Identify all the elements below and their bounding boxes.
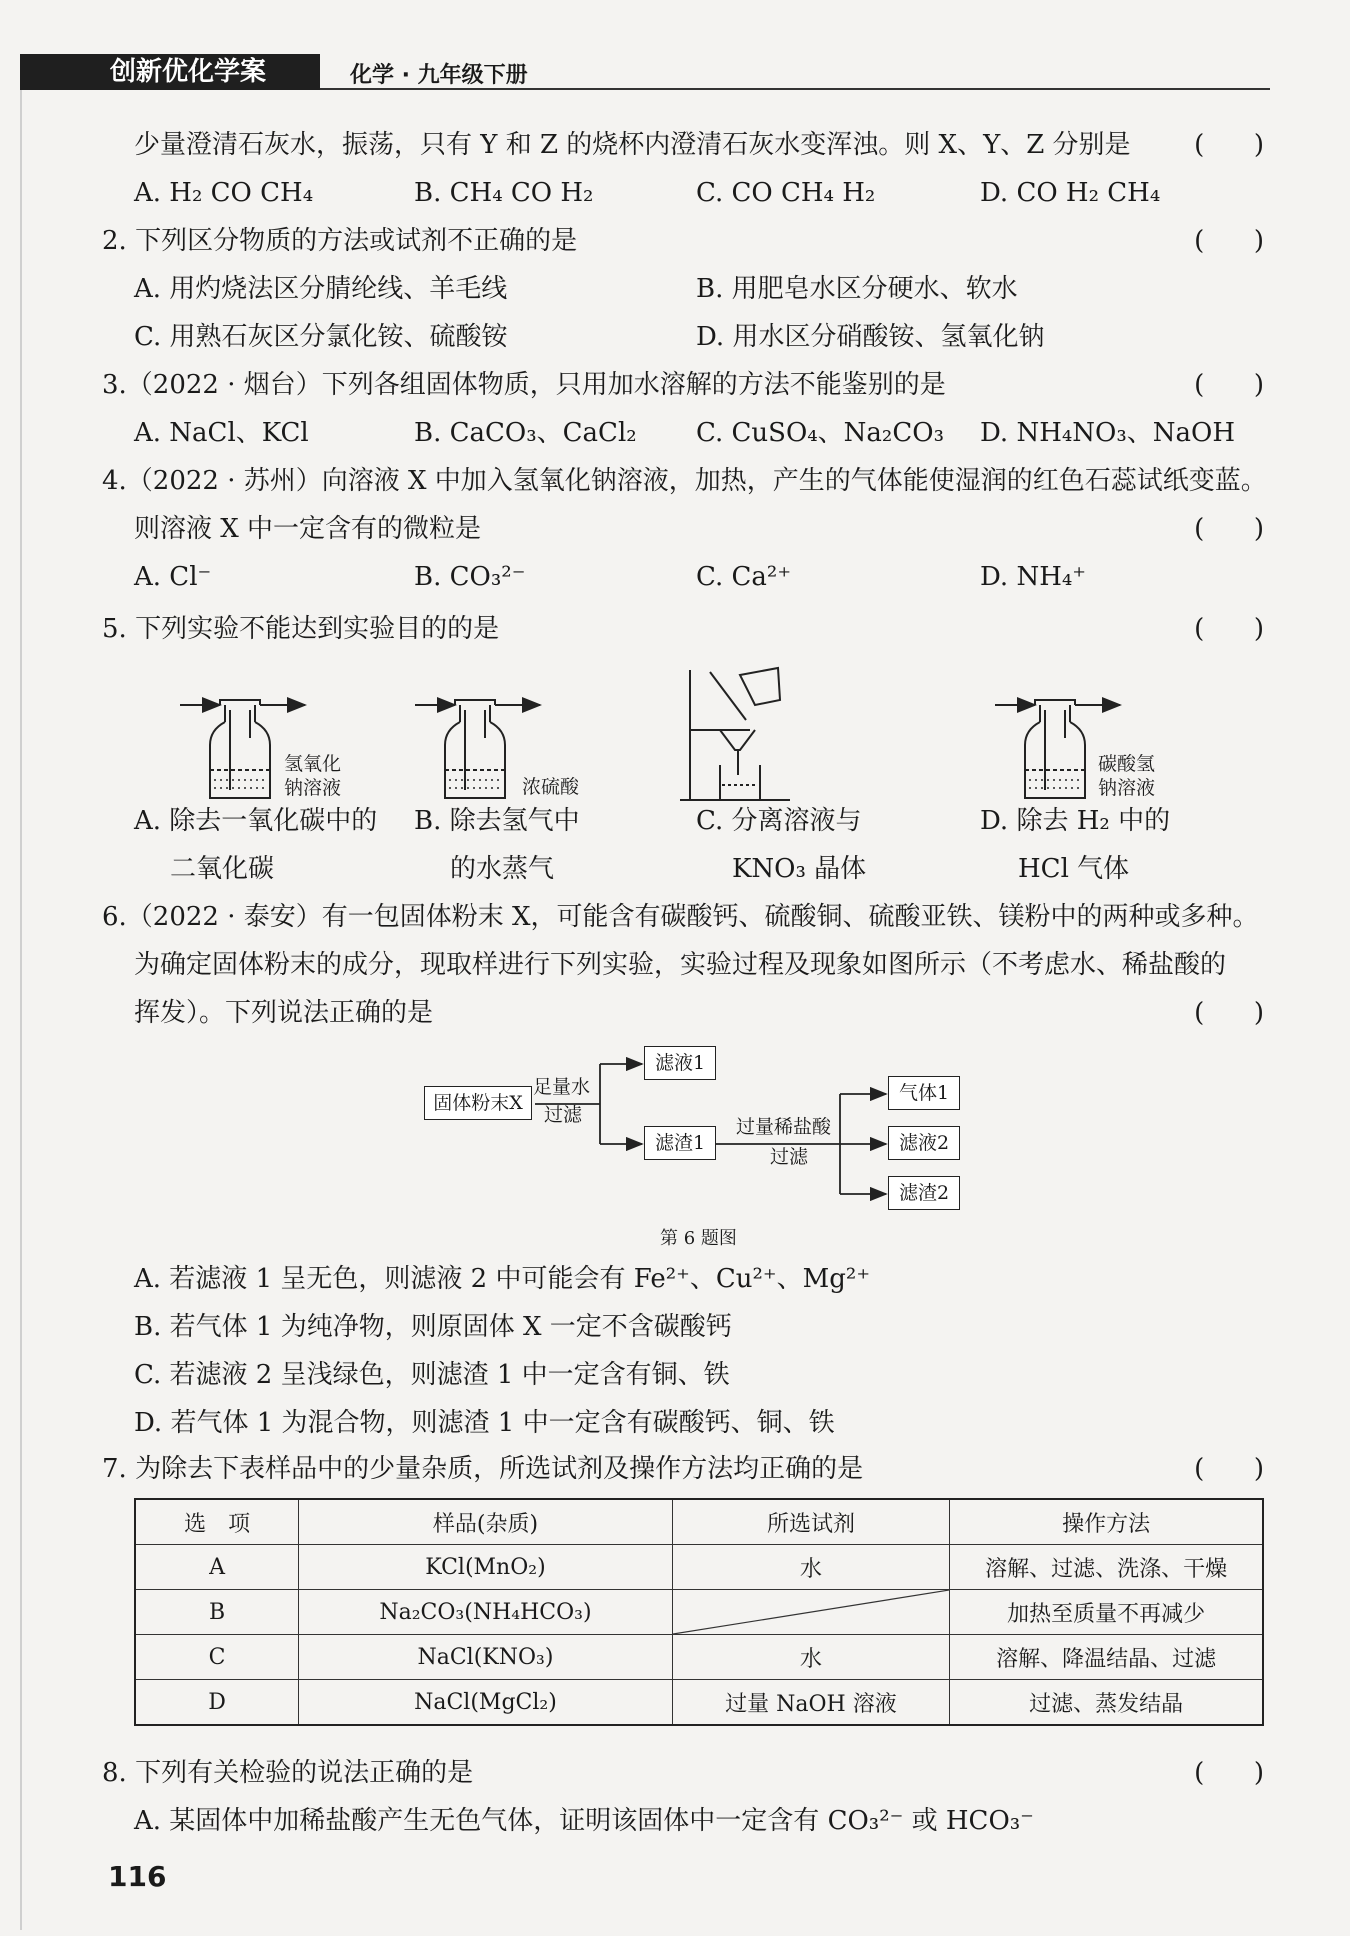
q5-option-a-2: 二氧化碳 [170,854,275,884]
q1-option-c: C. CO CH₄ H₂ [696,178,876,208]
q5-option-b-2: 的水蒸气 [450,854,555,884]
table-cell: NaCl(MgCl₂) [299,1680,673,1726]
table-row [135,1680,1263,1726]
table-cell: Na₂CO₃(NH₄HCO₃) [299,1590,673,1635]
table-cell: C [135,1635,299,1680]
q8-option-a: A. 某固体中加稀盐酸产生无色气体，证明该固体中一定含有 CO₃²⁻ 或 HCO₃⁻ [134,1806,1034,1836]
table-header-cell: 所选试剂 [672,1499,949,1545]
answer-paren: ( ) [1194,370,1264,400]
q2-stem: 2. 下列区分物质的方法或试剂不正确的是 [102,226,578,256]
flowchart-filtrate1: 滤液1 [644,1046,716,1080]
q5-stem: 5. 下列实验不能达到实验目的的是 [102,614,500,644]
q5-label-h2so4: 浓硫酸 [522,776,580,798]
q8-stem: 8. 下列有关检验的说法正确的是 [102,1758,474,1788]
flowchart-start: 固体粉末X [424,1086,532,1120]
table-row [135,1635,1263,1680]
q3-option-a: A. NaCl、KCl [134,418,309,448]
q3-stem: 3.（2022 · 烟台）下列各组固体物质，只用加水溶解的方法不能鉴别的是 [102,370,946,400]
q6-stem-1: 6.（2022 · 泰安）有一包固体粉末 X，可能含有碳酸钙、硫酸铜、硫酸亚铁、镁粉中的两种或多种。 [102,902,1259,932]
subject-title: 化学 · 九年级下册 [350,63,528,88]
answer-paren: ( ) [1194,1454,1264,1484]
q6-option-b: B. 若气体 1 为纯净物，则原固体 X 一定不含碳酸钙 [134,1312,732,1342]
q5-label-nahco3: 碳酸氢钠溶液 [1098,753,1156,799]
table-cell: 加热至质量不再减少 [950,1590,1263,1635]
flowchart-residue2: 滤渣2 [888,1176,960,1210]
table-cell: 溶解、降温结晶、过滤 [950,1635,1263,1680]
q3-option-d: D. NH₄NO₃、NaOH [980,418,1236,448]
table-cell: NaCl(KNO₃) [299,1635,673,1680]
answer-paren: ( ) [1194,514,1264,544]
q1-option-b: B. CH₄ CO H₂ [414,178,594,208]
flowchart-step2-reagent: 过量稀盐酸 [736,1116,832,1138]
q4-option-d: D. NH₄⁺ [980,562,1087,592]
table-row [135,1590,1263,1635]
q6-stem-3: 挥发）。下列说法正确的是 [134,998,434,1028]
q6-option-c: C. 若滤液 2 呈浅绿色，则滤渣 1 中一定含有铜、铁 [134,1360,730,1390]
answer-paren: ( ) [1194,614,1264,644]
margin-rule [20,90,22,1930]
q7-stem: 7. 为除去下表样品中的少量杂质，所选试剂及操作方法均正确的是 [102,1454,864,1484]
q2-option-b: B. 用肥皂水区分硬水、软水 [696,274,1018,304]
table-cell: A [135,1545,299,1590]
table-cell: 过滤、蒸发结晶 [950,1680,1263,1726]
table-cell: 溶解、过滤、洗涤、干燥 [950,1545,1263,1590]
q2-option-d: D. 用水区分硝酸铵、氢氧化钠 [696,322,1045,352]
flowchart-step2-op: 过滤 [770,1146,809,1168]
q1-option-d: D. CO H₂ CH₄ [980,178,1161,208]
answer-paren: ( ) [1194,130,1264,160]
q4-option-a: A. Cl⁻ [134,562,212,592]
diagonal-slash [673,1590,949,1634]
page-number: 116 [108,1860,167,1893]
flowchart-step1-reagent: 足量水 [533,1076,591,1098]
answer-paren: ( ) [1194,1758,1264,1788]
brand-logo: 创新优化学案 [110,57,267,87]
q4-stem-1: 4.（2022 · 苏州）向溶液 X 中加入氢氧化钠溶液，加热，产生的气体能使湿润的红色石蕊试纸变蓝。 [102,466,1267,496]
q6-option-a: A. 若滤液 1 呈无色，则滤液 2 中可能会有 Fe²⁺、Cu²⁺、Mg²⁺ [134,1264,871,1294]
q3-option-c: C. CuSO₄、Na₂CO₃ [696,418,944,448]
q5-label-naoh: 氢氧化钠溶液 [284,753,342,799]
flowchart-gas1: 气体1 [888,1076,960,1110]
table-header-cell: 选 项 [135,1499,299,1545]
q6-stem-2: 为确定固体粉末的成分，现取样进行下列实验，实验过程及现象如图所示（不考虑水、稀盐酸的 [134,950,1227,980]
q5-option-c: C. 分离溶液与 [696,806,862,836]
q3-option-b: B. CaCO₃、CaCl₂ [414,418,637,448]
table-cell: B [135,1590,299,1635]
q6-option-d: D. 若气体 1 为混合物，则滤渣 1 中一定含有碳酸钙、铜、铁 [134,1408,835,1438]
q5-option-d-2: HCl 气体 [1018,854,1130,884]
q1-option-a: A. H₂ CO CH₄ [134,178,314,208]
q1-stem-tail: 少量澄清石灰水，振荡，只有 Y 和 Z 的烧杯内澄清石灰水变浑浊。则 X、Y、Z 分别是 [134,130,1131,160]
q5-option-d: D. 除去 H₂ 中的 [980,806,1171,836]
q4-option-c: C. Ca²⁺ [696,562,792,592]
table-cell: D [135,1680,299,1726]
header-rule [320,88,1270,90]
q7-table [134,1498,1264,1726]
table-cell: 水 [672,1635,949,1680]
figure-caption: 第 6 题图 [660,1228,737,1249]
q2-option-a: A. 用灼烧法区分腈纶线、羊毛线 [134,274,508,304]
flowchart-filtrate2: 滤液2 [888,1126,960,1160]
q5-option-b: B. 除去氢气中 [414,806,580,836]
table-cell: KCl(MnO₂) [299,1545,673,1590]
q5-option-c-2: KNO₃ 晶体 [732,854,867,884]
filtration-apparatus-c [680,668,790,800]
table-header-cell: 操作方法 [950,1499,1263,1545]
q5-option-a: A. 除去一氧化碳中的 [134,806,378,836]
table-header-row [135,1499,1263,1545]
table-row [135,1545,1263,1590]
answer-paren: ( ) [1194,226,1264,256]
table-cell-slashed [672,1590,949,1635]
flowchart-step1-op: 过滤 [544,1104,583,1126]
q4-option-b: B. CO₃²⁻ [414,562,526,592]
table-header-cell: 样品(杂质) [299,1499,673,1545]
q2-option-c: C. 用熟石灰区分氯化铵、硫酸铵 [134,322,508,352]
flowchart-residue1: 滤渣1 [644,1126,716,1160]
answer-paren: ( ) [1194,998,1264,1028]
table-cell: 水 [672,1545,949,1590]
q4-stem-2: 则溶液 X 中一定含有的微粒是 [134,514,482,544]
table-cell: 过量 NaOH 溶液 [672,1680,949,1726]
